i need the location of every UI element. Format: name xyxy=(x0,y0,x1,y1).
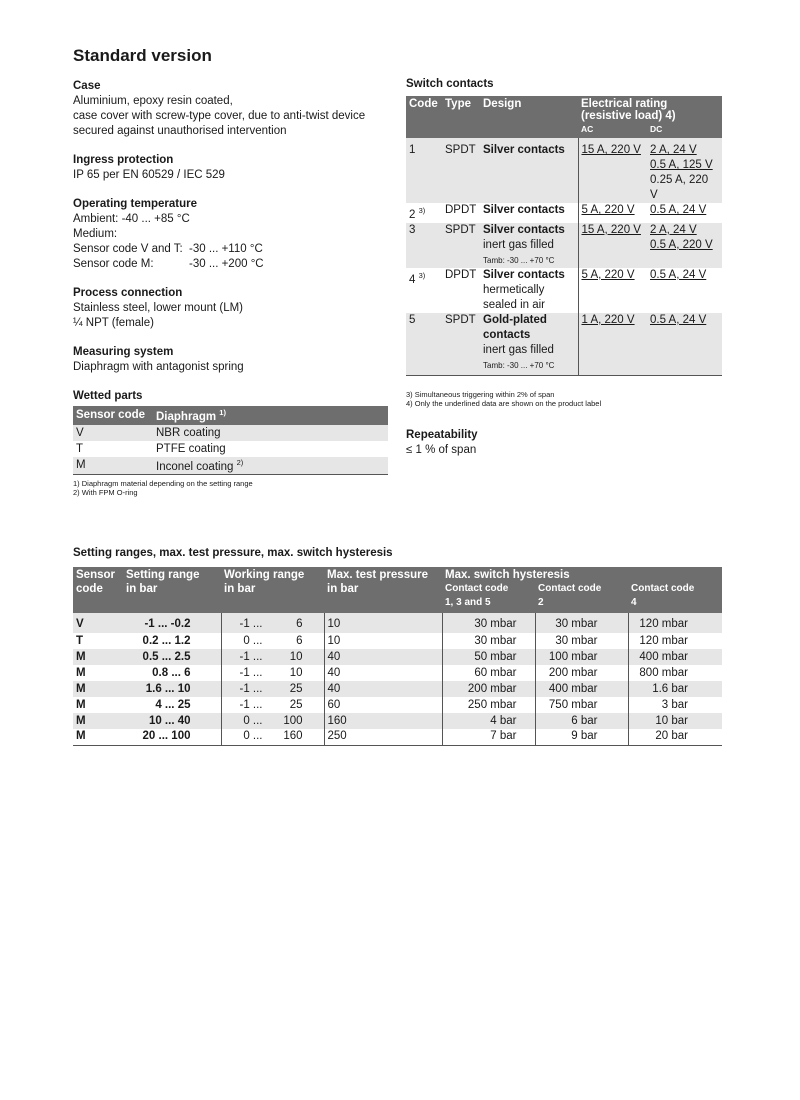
wetted-col-code: Sensor code xyxy=(73,406,153,425)
ranges-setting: 0.5 ... 2.5 xyxy=(123,649,221,665)
process-section xyxy=(73,287,393,331)
switch-col-design: Design xyxy=(480,96,578,123)
case-heading: Case xyxy=(73,80,101,92)
ranges-working-from: 0 ... xyxy=(243,634,263,647)
ranges-hyst-3: 120 mbar xyxy=(628,633,722,649)
ranges-working-to: 10 xyxy=(289,666,303,679)
ranges-sensor-code: M xyxy=(73,729,123,745)
table-row xyxy=(406,138,722,203)
ranges-test: 40 xyxy=(324,665,442,681)
ranges-setting: 4 ... 25 xyxy=(155,698,191,711)
ranges-hyst-3: 10 bar xyxy=(628,713,722,729)
switch-col-type: Type xyxy=(442,96,480,123)
switch-code: 2 xyxy=(409,208,416,221)
ingress-heading: Ingress protection xyxy=(73,154,174,166)
ranges-sensor-code: M xyxy=(76,666,86,679)
case-line: secured against unauthorised intervention xyxy=(73,125,287,137)
switch-design-extra: inert gas filled xyxy=(483,343,554,356)
ranges-col-working: Working range xyxy=(221,567,324,582)
table-row xyxy=(73,613,722,633)
measuring-text: Diaphragm with antagonist spring xyxy=(73,361,244,373)
ranges-setting: 20 ... 100 xyxy=(123,729,221,745)
repeatability-section xyxy=(406,429,722,458)
operating-heading: Operating temperature xyxy=(73,198,197,210)
ranges-hyst-1: 250 mbar xyxy=(442,697,535,713)
switch-rating-line1: Electrical rating xyxy=(581,98,668,110)
switch-dc: 2 A, 24 V xyxy=(650,223,697,236)
footnote: 1) Diaphragm material depending on the setting range xyxy=(73,478,253,488)
table-row xyxy=(406,268,722,313)
ranges-sensor-code: M xyxy=(73,649,123,665)
repeatability-heading: Repeatability xyxy=(406,428,478,441)
ranges-test: 250 xyxy=(324,729,442,745)
switch-col-dc: DC xyxy=(647,123,722,138)
ranges-hyst-3: 400 mbar xyxy=(628,649,722,665)
ranges-working-to: 6 xyxy=(296,634,303,647)
ranges-working-from: -1 ... xyxy=(239,650,263,663)
switch-design: Silver contacts xyxy=(483,204,565,216)
ranges-working xyxy=(221,649,324,665)
ranges-working-from: -1 ... xyxy=(239,666,263,679)
switch-code: 5 xyxy=(406,313,442,376)
ranges-sensor-code: M xyxy=(76,698,86,711)
wetted-heading: Wetted parts xyxy=(73,390,143,402)
table-row xyxy=(73,425,388,441)
ranges-table xyxy=(73,567,722,746)
ranges-hyst-2: 400 mbar xyxy=(535,681,628,697)
switch-dc: 0.5 A, 220 V xyxy=(650,238,713,251)
medium-vt-label: Sensor code V and T: xyxy=(73,243,183,255)
ranges-hyst-2: 30 mbar xyxy=(535,613,628,633)
ranges-hyst-2: 100 mbar xyxy=(535,649,628,665)
right-column xyxy=(406,78,722,458)
wetted-diaphragm: NBR coating xyxy=(153,425,388,441)
ranges-working xyxy=(221,633,324,649)
ranges-setting: 0.8 ... 6 xyxy=(152,666,191,679)
ranges-col-cc2: Contact code xyxy=(535,582,628,596)
case-line: Aluminium, epoxy resin coated, xyxy=(73,95,233,107)
footnote: 2) With FPM O-ring xyxy=(73,488,138,498)
switch-rating-line2: (resistive load) 4) xyxy=(581,110,676,122)
wetted-section xyxy=(73,390,393,498)
process-line: ¼ NPT (female) xyxy=(73,317,154,329)
ranges-hyst-2: 30 mbar xyxy=(535,633,628,649)
switch-col-ac: AC xyxy=(578,123,647,138)
ranges-working-to: 6 xyxy=(296,618,303,630)
ranges-working-from: -1 ... xyxy=(239,618,263,630)
ranges-working xyxy=(221,713,324,729)
ranges-sensor-code: M xyxy=(73,681,123,697)
table-row xyxy=(406,313,722,376)
switch-design: Silver contacts xyxy=(483,268,565,281)
case-line: case cover with screw-type cover, due to anti-twist device xyxy=(73,110,366,122)
ranges-test: 160 xyxy=(324,713,442,729)
ranges-hyst-2: 200 mbar xyxy=(535,665,628,681)
switch-type: SPDT xyxy=(442,138,480,203)
switch-ac: 15 A, 220 V xyxy=(578,223,647,268)
ranges-col-setting: Setting range xyxy=(123,567,221,582)
ranges-col-cc3-sub: 4 xyxy=(628,596,722,613)
wetted-footnotes xyxy=(73,479,393,498)
ranges-hyst-3: 800 mbar xyxy=(628,665,722,681)
ranges-working-to: 100 xyxy=(283,714,303,727)
table-row xyxy=(73,665,722,681)
switch-dc: 0.25 A, 220 V xyxy=(650,174,709,201)
repeatability-text: ≤ 1 % of span xyxy=(406,443,477,456)
ranges-working-to: 160 xyxy=(283,730,303,743)
wetted-diaphragm-cell xyxy=(153,457,388,474)
medium-text: Medium: xyxy=(73,228,118,240)
switch-design: contacts xyxy=(483,328,531,341)
switch-dc: 0.5 A, 24 V xyxy=(647,313,722,376)
table-row xyxy=(73,649,722,665)
switch-code-sup: 3) xyxy=(418,270,426,280)
footnote: 4) Only the underlined data are shown on the product label xyxy=(406,399,602,409)
ranges-working-to: 10 xyxy=(289,650,303,663)
wetted-col-diaphragm-label: Diaphragm xyxy=(156,410,217,423)
ranges-hyst-3: 120 mbar xyxy=(628,613,722,633)
switch-dc: 0.5 A, 24 V xyxy=(650,268,707,281)
ranges-col-setting-2: in bar xyxy=(123,582,221,596)
table-row xyxy=(73,633,722,649)
ranges-title: Setting ranges, max. test pressure, max. switch hysteresis xyxy=(73,547,393,559)
switch-dc: 0.5 A, 24 V xyxy=(650,204,707,216)
switch-table xyxy=(406,96,722,376)
switch-col-code: Code xyxy=(406,96,442,123)
ranges-col-test: Max. test pressure xyxy=(324,567,442,582)
switch-design-extra: sealed in air xyxy=(483,298,546,311)
ranges-working-from: -1 ... xyxy=(239,698,263,711)
ranges-hyst-2: 6 bar xyxy=(535,713,628,729)
wetted-diaphragm: PTFE coating xyxy=(156,442,226,455)
switch-type: SPDT xyxy=(442,313,480,376)
table-row xyxy=(406,203,722,223)
ranges-hyst-1: 4 bar xyxy=(442,713,535,729)
switch-heading: Switch contacts xyxy=(406,78,494,90)
switch-col-rating xyxy=(578,96,722,123)
ranges-working xyxy=(221,665,324,681)
switch-code-cell xyxy=(406,268,442,313)
table-row xyxy=(73,697,722,713)
wetted-diaphragm-sup: 2) xyxy=(236,457,244,467)
switch-code: 1 xyxy=(406,138,442,203)
table-row xyxy=(406,223,722,268)
ranges-working xyxy=(221,697,324,713)
ranges-hyst-1: 60 mbar xyxy=(442,665,535,681)
ranges-col-sensor-2: code xyxy=(73,582,123,596)
left-column xyxy=(73,80,393,498)
wetted-code: T xyxy=(76,442,84,455)
switch-tamb: Tamb: -30 ... +70 °C xyxy=(483,360,555,370)
ranges-test: 40 xyxy=(324,681,442,697)
ranges-col-cc3: Contact code xyxy=(628,582,722,596)
ranges-col-test-2: in bar xyxy=(324,582,442,596)
wetted-table xyxy=(73,406,388,475)
ranges-setting: 0.2 ... 1.2 xyxy=(142,634,191,647)
switch-type: SPDT xyxy=(442,223,480,268)
ranges-col-cc2-sub: 2 xyxy=(535,596,628,613)
wetted-code: V xyxy=(73,425,153,441)
ranges-sensor-code: M xyxy=(73,713,123,729)
table-row xyxy=(73,441,388,457)
process-heading: Process connection xyxy=(73,287,183,299)
switch-ac: 5 A, 220 V xyxy=(578,203,647,223)
ranges-hyst-1: 30 mbar xyxy=(442,633,535,649)
switch-dc-cell xyxy=(647,138,722,203)
ranges-working xyxy=(221,613,324,633)
wetted-code: M xyxy=(73,457,153,474)
ranges-sensor-code: V xyxy=(73,613,123,633)
table-row xyxy=(73,457,388,474)
ranges-working-to: 25 xyxy=(289,682,303,695)
medium-vt xyxy=(73,242,393,257)
ambient-text: Ambient: -40 ... +85 °C xyxy=(73,213,190,225)
ranges-col-cc1-sub: 1, 3 and 5 xyxy=(442,596,535,613)
ingress-section xyxy=(73,154,393,183)
page-title: Standard version xyxy=(73,46,212,65)
switch-design-cell xyxy=(480,313,578,376)
wetted-diaphragm: Inconel coating xyxy=(156,460,234,473)
switch-dc: 0.5 A, 125 V xyxy=(650,159,713,171)
switch-ac: 5 A, 220 V xyxy=(578,268,647,313)
switch-code-sup: 3) xyxy=(418,206,426,215)
ranges-working xyxy=(221,681,324,697)
ranges-col-sensor: Sensor xyxy=(73,567,123,582)
switch-design: Gold-plated xyxy=(483,313,547,326)
ranges-hyst-2: 750 mbar xyxy=(535,697,628,713)
switch-code-cell xyxy=(406,203,442,223)
ranges-working xyxy=(221,729,324,745)
measuring-heading: Measuring system xyxy=(73,346,174,358)
medium-m xyxy=(73,257,393,272)
switch-footnotes xyxy=(406,390,722,409)
ranges-hyst-3: 1.6 bar xyxy=(628,681,722,697)
ranges-test: 10 xyxy=(324,633,442,649)
switch-type: DPDT xyxy=(445,204,477,216)
ranges-working-from: 0 ... xyxy=(243,730,263,743)
switch-design: Silver contacts xyxy=(483,223,565,236)
switch-design-cell xyxy=(480,268,578,313)
ranges-hyst-1: 200 mbar xyxy=(442,681,535,697)
ranges-working-from: 0 ... xyxy=(243,714,263,727)
switch-design-cell xyxy=(480,223,578,268)
ranges-hyst-3: 20 bar xyxy=(628,729,722,745)
ranges-hyst-1: 7 bar xyxy=(442,729,535,745)
wetted-col-sup: 1) xyxy=(219,408,226,417)
switch-ac: 1 A, 220 V xyxy=(578,313,647,376)
switch-design: Silver contacts xyxy=(480,138,578,203)
switch-type: DPDT xyxy=(445,268,477,281)
case-section xyxy=(73,80,393,139)
switch-design-extra: hermetically xyxy=(483,283,545,296)
switch-design-extra: inert gas filled xyxy=(483,238,554,251)
switch-ac: 15 A, 220 V xyxy=(578,138,647,203)
operating-section xyxy=(73,198,393,272)
measuring-section xyxy=(73,346,393,375)
ranges-col-hyst: Max. switch hysteresis xyxy=(442,567,722,582)
medium-m-label: Sensor code M: xyxy=(73,258,154,270)
wetted-col-diaphragm xyxy=(153,406,388,425)
ranges-setting: 10 ... 40 xyxy=(123,713,221,729)
switch-dc: 2 A, 24 V xyxy=(650,144,697,156)
ranges-hyst-1: 50 mbar xyxy=(442,649,535,665)
ingress-text: IP 65 per EN 60529 / IEC 529 xyxy=(73,169,225,181)
ranges-col-cc1: Contact code xyxy=(442,582,535,596)
switch-dc-cell xyxy=(647,223,722,268)
switch-tamb: Tamb: -30 ... +70 °C xyxy=(483,255,555,265)
ranges-setting: 1.6 ... 10 xyxy=(123,681,221,697)
ranges-working-to: 25 xyxy=(289,698,303,711)
ranges-setting: -1 ... -0.2 xyxy=(123,613,221,633)
switch-code: 4 xyxy=(409,273,416,286)
footnote: 3) Simultaneous triggering within 2% of span xyxy=(406,389,555,399)
switch-code: 3 xyxy=(406,223,442,268)
table-row xyxy=(73,713,722,729)
ranges-test: 10 xyxy=(324,613,442,633)
ranges-hyst-3: 3 bar xyxy=(628,697,722,713)
ranges-col-working-2: in bar xyxy=(221,582,324,596)
ranges-test: 40 xyxy=(324,649,442,665)
ranges-hyst-1: 30 mbar xyxy=(442,613,535,633)
ranges-sensor-code: T xyxy=(76,634,84,647)
table-row xyxy=(73,681,722,697)
ranges-working-from: -1 ... xyxy=(239,682,263,695)
medium-m-value: -30 ... +200 °C xyxy=(189,258,264,270)
medium-vt-value: -30 ... +110 °C xyxy=(189,243,263,255)
ranges-test: 60 xyxy=(324,697,442,713)
process-line: Stainless steel, lower mount (LM) xyxy=(73,302,244,314)
table-row xyxy=(73,729,722,745)
ranges-hyst-2: 9 bar xyxy=(535,729,628,745)
